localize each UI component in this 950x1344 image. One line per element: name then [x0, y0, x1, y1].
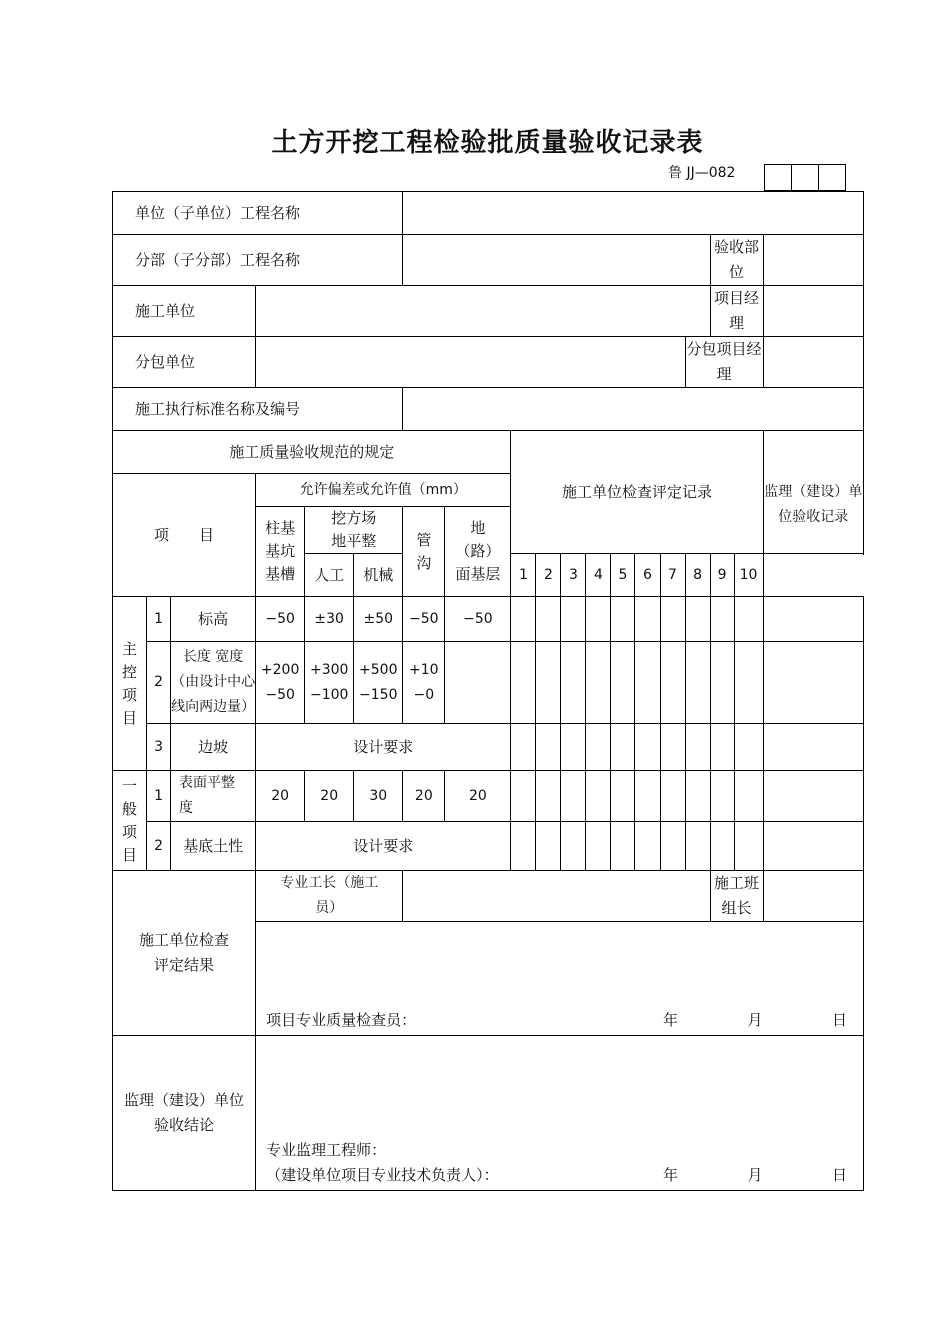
check-number: 7: [660, 554, 685, 597]
foreman-label: 专业工长（施工 员）: [256, 871, 403, 922]
col-pit-header: 柱基 基坑 基槽: [256, 507, 305, 597]
check-cell[interactable]: [561, 822, 586, 871]
form-title: 土方开挖工程检验批质量验收记录表: [271, 128, 704, 158]
check-cell[interactable]: [536, 724, 561, 771]
col-grading-header: 挖方场 地平整: [305, 507, 403, 554]
check-cell[interactable]: [561, 597, 586, 642]
inspection-record-table: [112, 191, 864, 1191]
project-manager-value[interactable]: [763, 286, 863, 337]
check-cell[interactable]: [734, 822, 763, 871]
year-label: 年: [663, 1011, 679, 1029]
check-cell[interactable]: [586, 771, 611, 822]
standard-name-label: 施工执行标准名称及编号: [113, 388, 403, 431]
value-cell: 20: [305, 771, 354, 822]
check-number: 8: [685, 554, 710, 597]
item-name: 标高: [171, 597, 256, 642]
day-label: 日: [831, 1011, 847, 1029]
supervision-cell[interactable]: [763, 642, 863, 724]
col-manual-header: 人工: [305, 554, 354, 597]
check-cell[interactable]: [685, 724, 710, 771]
row-number: 2: [147, 822, 171, 871]
form-code-boxes: [764, 164, 846, 191]
check-cell[interactable]: [734, 771, 763, 822]
acceptance-part-label: 验收部位: [710, 235, 763, 286]
foreman-value[interactable]: [403, 871, 710, 922]
check-cell[interactable]: [511, 642, 536, 724]
team-leader-value[interactable]: [763, 871, 863, 922]
month-label: 月: [747, 1166, 763, 1184]
value-cell: 20: [403, 771, 445, 822]
check-cell[interactable]: [685, 642, 710, 724]
check-number: 3: [561, 554, 586, 597]
check-result-label: 施工单位检查 评定结果: [113, 871, 256, 1036]
value-cell: 30: [354, 771, 403, 822]
main-items-label: 主 控 项 目: [113, 597, 147, 771]
merged-value: 设计要求: [256, 822, 511, 871]
supervision-conclusion-label: 监理（建设）单位 验收结论: [113, 1036, 256, 1191]
unit-project-name-label: 单位（子单位）工程名称: [113, 192, 403, 235]
team-leader-label: 施工班组长: [710, 871, 763, 922]
value-cell: +10 −0: [403, 642, 445, 724]
row-number: 3: [147, 724, 171, 771]
standard-name-value[interactable]: [403, 388, 864, 431]
check-cell[interactable]: [536, 822, 561, 871]
check-cell[interactable]: [611, 724, 635, 771]
allowed-deviation-header: 允许偏差或允许值（mm）: [256, 474, 511, 507]
code-box[interactable]: [765, 165, 792, 191]
check-cell[interactable]: [511, 771, 536, 822]
check-cell[interactable]: [611, 822, 635, 871]
check-cell[interactable]: [561, 642, 586, 724]
supervision-signature-block[interactable]: [256, 1036, 864, 1191]
code-box[interactable]: [819, 165, 846, 191]
check-cell[interactable]: [635, 642, 660, 724]
check-cell[interactable]: [660, 724, 685, 771]
item-name: 边坡: [171, 724, 256, 771]
check-number: 1: [511, 554, 536, 597]
check-cell[interactable]: [635, 724, 660, 771]
quality-rules-header: 施工质量验收规范的规定: [113, 431, 511, 474]
value-cell: ±50: [354, 597, 403, 642]
owner-tech-label: （建设单位项目专业技术负责人）：: [266, 1166, 499, 1184]
check-cell[interactable]: [611, 597, 635, 642]
col-pipe-header: 管 沟: [403, 507, 445, 597]
construction-unit-label: 施工单位: [113, 286, 256, 337]
check-cell[interactable]: [561, 724, 586, 771]
project-manager-label: 项目经理: [710, 286, 763, 337]
check-cell[interactable]: [536, 597, 561, 642]
col-road-header: 地 （路） 面基层: [445, 507, 511, 597]
check-cell[interactable]: [710, 724, 734, 771]
value-cell: +500 −150: [354, 642, 403, 724]
check-cell[interactable]: [660, 822, 685, 871]
check-cell[interactable]: [536, 642, 561, 724]
check-cell[interactable]: [734, 724, 763, 771]
supervision-cell[interactable]: [763, 822, 863, 871]
check-number: 9: [710, 554, 734, 597]
month-label: 月: [747, 1011, 763, 1029]
inspector-signature-block[interactable]: [256, 922, 864, 1036]
check-cell[interactable]: [685, 771, 710, 822]
division-project-name-label: 分部（子分部）工程名称: [113, 235, 403, 286]
unit-project-name-value[interactable]: [403, 192, 864, 235]
check-cell[interactable]: [660, 771, 685, 822]
check-cell[interactable]: [660, 642, 685, 724]
check-cell[interactable]: [511, 822, 536, 871]
item-name: 长度 宽度 （由设计中心 线向两边量）: [171, 642, 256, 724]
value-cell: +200 −50: [256, 642, 305, 724]
check-cell[interactable]: [586, 822, 611, 871]
value-cell: −50: [445, 597, 511, 642]
general-items-label: 一 般 项 目: [113, 771, 147, 871]
check-cell[interactable]: [635, 771, 660, 822]
item-name: 基底土性: [171, 822, 256, 871]
check-cell[interactable]: [734, 597, 763, 642]
merged-value: 设计要求: [256, 724, 511, 771]
check-cell[interactable]: [660, 597, 685, 642]
value-cell: 20: [256, 771, 305, 822]
form-code: 鲁 JJ—082: [668, 165, 736, 181]
check-cell[interactable]: [710, 822, 734, 871]
division-project-name-value[interactable]: [403, 235, 710, 286]
check-cell[interactable]: [611, 642, 635, 724]
row-number: 2: [147, 642, 171, 724]
day-label: 日: [831, 1166, 847, 1184]
check-number: 6: [635, 554, 660, 597]
check-number: 4: [586, 554, 611, 597]
check-cell[interactable]: [685, 597, 710, 642]
supervision-record-header: 监理（建设）单位验收记录: [763, 431, 863, 554]
acceptance-part-value[interactable]: [763, 235, 863, 286]
supervision-cell[interactable]: [763, 771, 863, 822]
check-cell[interactable]: [635, 597, 660, 642]
check-cell[interactable]: [511, 724, 536, 771]
check-number: 2: [536, 554, 561, 597]
check-cell[interactable]: [586, 724, 611, 771]
row-number: 1: [147, 597, 171, 642]
check-cell[interactable]: [586, 597, 611, 642]
check-cell[interactable]: [685, 822, 710, 871]
supervision-engineer-label: 专业监理工程师：: [266, 1141, 387, 1159]
check-cell[interactable]: [511, 597, 536, 642]
check-number: 5: [611, 554, 635, 597]
subcontract-unit-value[interactable]: [256, 337, 685, 388]
check-cell[interactable]: [635, 822, 660, 871]
check-cell[interactable]: [710, 597, 734, 642]
subcontract-manager-value[interactable]: [763, 337, 863, 388]
value-cell: [445, 642, 511, 724]
item-name: 表面平整 度: [171, 771, 256, 822]
check-cell[interactable]: [586, 642, 611, 724]
col-machine-header: 机械: [354, 554, 403, 597]
subcontract-unit-label: 分包单位: [113, 337, 256, 388]
inspector-label: 项目专业质量检查员：: [266, 1011, 417, 1029]
check-cell[interactable]: [561, 771, 586, 822]
code-box[interactable]: [792, 165, 819, 191]
value-cell: 20: [445, 771, 511, 822]
check-cell[interactable]: [710, 771, 734, 822]
subcontract-manager-label: 分包项目经理: [685, 337, 763, 388]
check-number: 10: [734, 554, 763, 597]
check-cell[interactable]: [536, 771, 561, 822]
supervision-cell[interactable]: [763, 597, 863, 642]
item-header: 项 目: [113, 474, 256, 597]
check-cell[interactable]: [611, 771, 635, 822]
value-cell: +300 −100: [305, 642, 354, 724]
check-record-header: 施工单位检查评定记录: [511, 431, 763, 554]
value-cell: −50: [256, 597, 305, 642]
check-cell[interactable]: [710, 642, 734, 724]
value-cell: ±30: [305, 597, 354, 642]
supervision-cell[interactable]: [763, 724, 863, 771]
check-cell[interactable]: [734, 642, 763, 724]
year-label: 年: [663, 1166, 679, 1184]
value-cell: −50: [403, 597, 445, 642]
row-number: 1: [147, 771, 171, 822]
construction-unit-value[interactable]: [256, 286, 710, 337]
